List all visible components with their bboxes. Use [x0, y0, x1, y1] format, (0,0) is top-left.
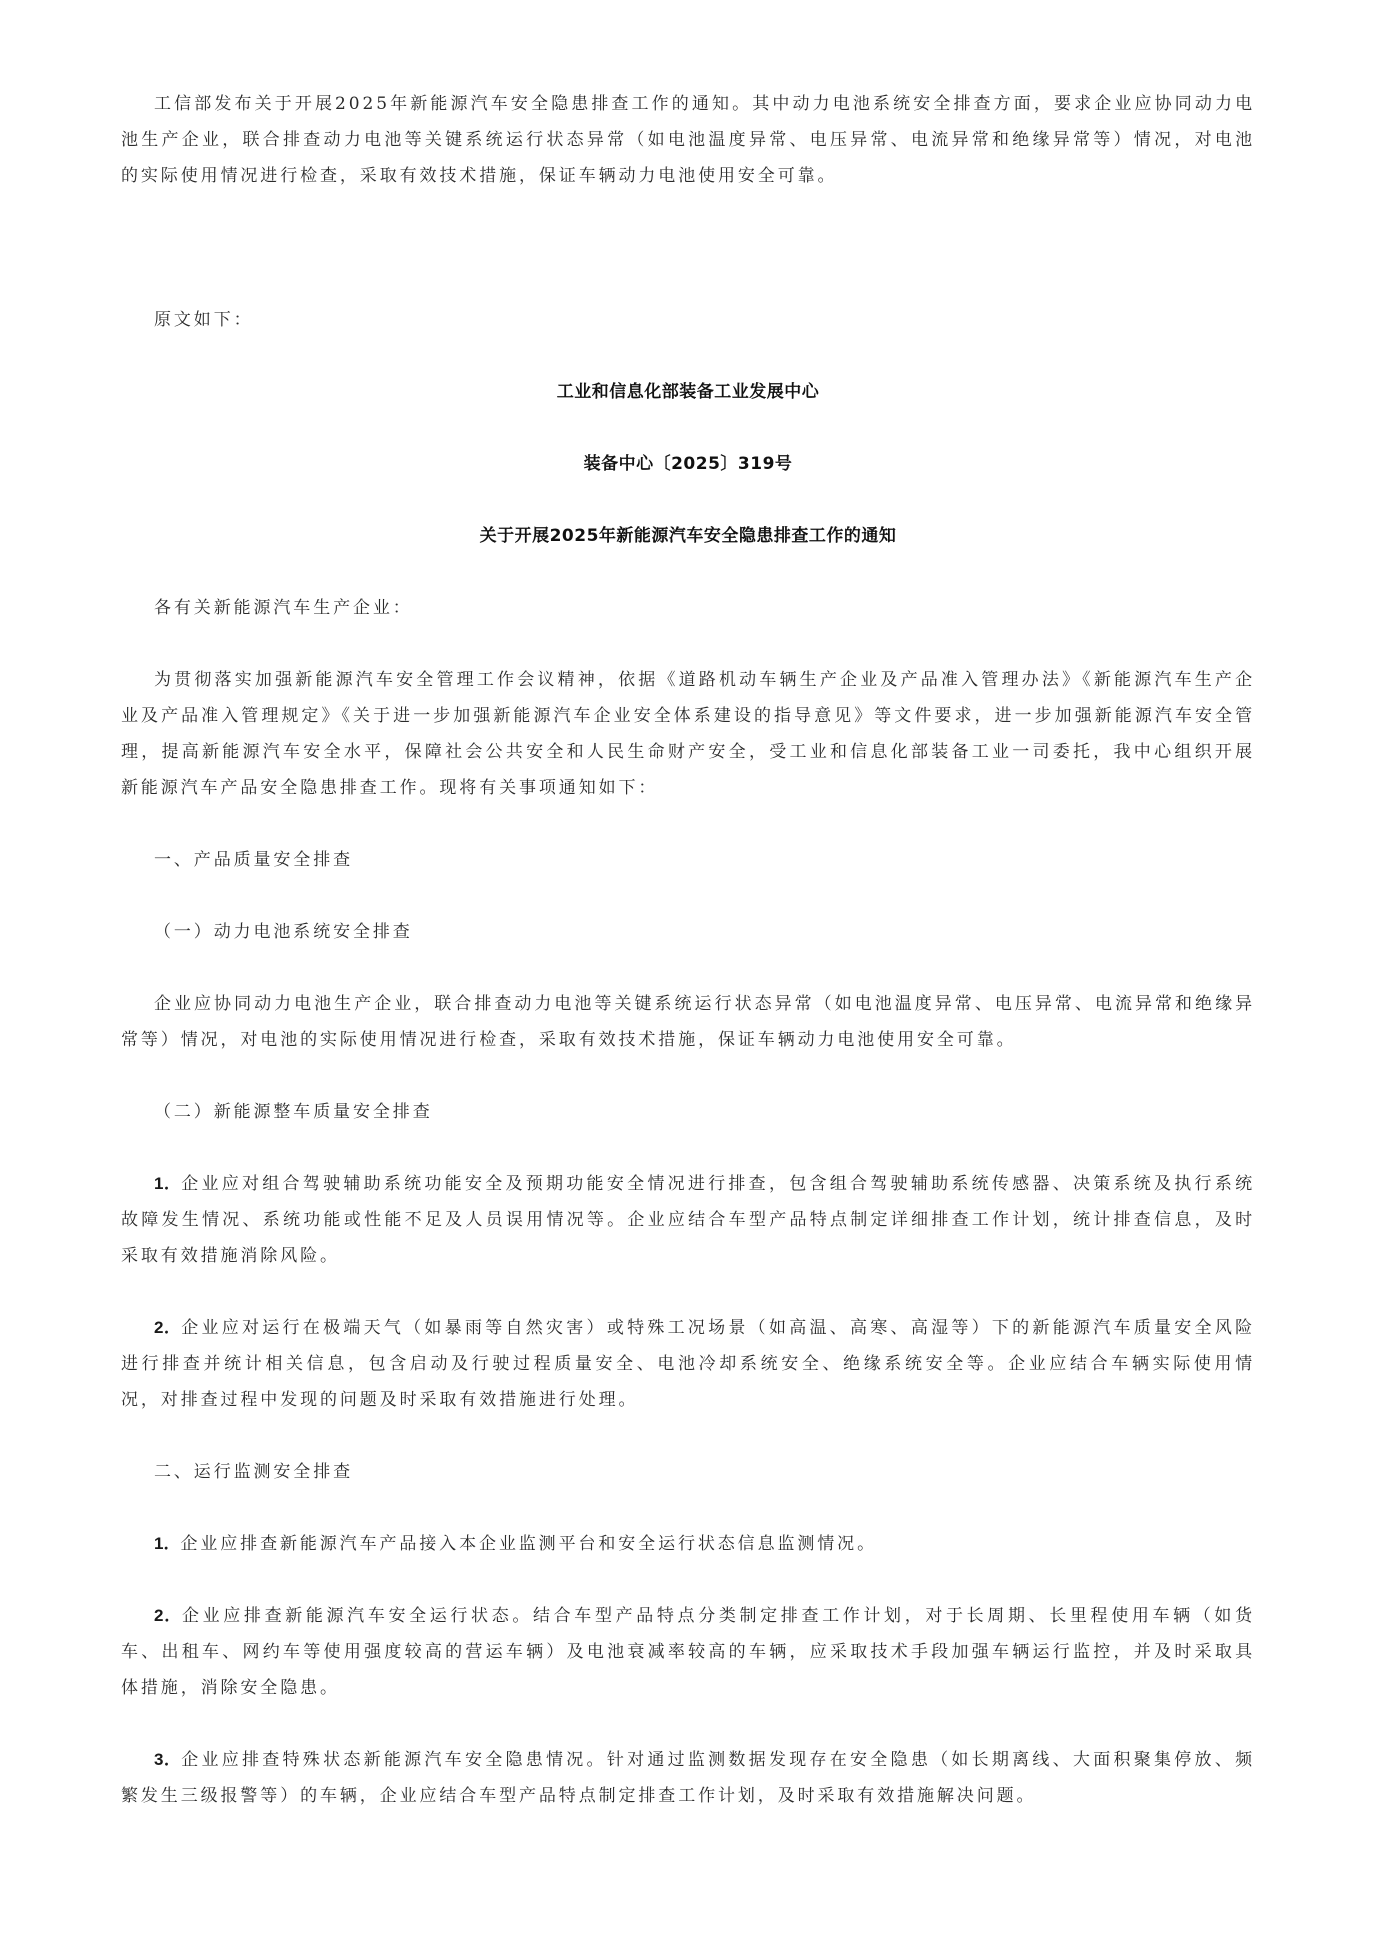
intro-paragraph: 工信部发布关于开展2025年新能源汽车安全隐患排查工作的通知。其中动力电池系统安全排查方面，要求企业应协同动力电池生产企业，联合排查动力电池等关键系统运行状态异常（如电池温度异常、电压异常、电流异常和绝缘异常等）情况，对电池的实际使用情况进行检查，采取有效技术措施，保证车辆动力电池使用安全可靠。: [121, 94, 1255, 186]
issuer-heading: 工业和信息化部装备工业发展中心: [556, 382, 820, 402]
spacer: [121, 1562, 1255, 1598]
item-number: 2．: [154, 1606, 182, 1625]
document-page: [121, 86, 1255, 1814]
spacer: [121, 194, 1255, 302]
section-1-heading: 一、产品质量安全排查: [154, 850, 353, 870]
item-text: 企业应对组合驾驶辅助系统功能安全及预期功能安全情况进行排查，包含组合驾驶辅助系统传感器、决策系统及执行系统故障发生情况、系统功能或性能不足及人员误用情况等。企业应结合车型产品特点制定详细排查工作计划，统计排查信息，及时采取有效措施消除风险。: [121, 1174, 1255, 1266]
spacer: [121, 950, 1255, 986]
item-text: 企业应对运行在极端天气（如暴雨等自然灾害）或特殊工况场景（如高温、高寒、高湿等）下的新能源汽车质量安全风险进行排查并统计相关信息，包含启动及行驶过程质量安全、电池冷却系统安全、绝缘系统安全等。企业应结合车辆实际使用情况，对排查过程中发现的问题及时采取有效措施进行处理。: [121, 1318, 1255, 1410]
spacer: [121, 1130, 1255, 1166]
item-text: 企业应排查特殊状态新能源汽车安全隐患情况。针对通过监测数据发现存在安全隐患（如长期离线、大面积聚集停放、频繁发生三级报警等）的车辆，企业应结合车型产品特点制定排查工作计划，及时采取有效措施解决问题。: [121, 1750, 1255, 1806]
item-number: 2．: [154, 1318, 182, 1337]
spacer: [121, 1058, 1255, 1094]
spacer: [121, 1274, 1255, 1310]
subsection-1-2-item: [121, 1166, 1255, 1274]
subsection-1-2-heading: （二）新能源整车质量安全排查: [154, 1102, 433, 1122]
salutation: 各有关新能源汽车生产企业：: [154, 598, 413, 618]
item-text: 企业应排查新能源汽车安全运行状态。结合车型产品特点分类制定排查工作计划，对于长周期、长里程使用车辆（如货车、出租车、网约车等使用强度较高的营运车辆）及电池衰减率较高的车辆，应采取技术手段加强车辆运行监控，并及时采取具体措施，消除安全隐患。: [121, 1606, 1255, 1698]
spacer: [121, 626, 1255, 662]
original-text-label: 原文如下：: [154, 310, 254, 330]
preamble-paragraph: 为贯彻落实加强新能源汽车安全管理工作会议精神，依据《道路机动车辆生产企业及产品准入管理办法》《新能源汽车生产企业及产品准入管理规定》《关于进一步加强新能源汽车企业安全体系建设的指导意见》等文件要求，进一步加强新能源汽车安全管理，提高新能源汽车安全水平，保障社会公共安全和人民生命财产安全，受工业和信息化部装备工业一司委托，我中心组织开展新能源汽车产品安全隐患排查工作。现将有关事项通知如下：: [121, 670, 1255, 798]
section-2-item: [121, 1598, 1255, 1706]
section-2-heading: 二、运行监测安全排查: [154, 1462, 353, 1482]
spacer: [121, 482, 1255, 518]
spacer: [121, 806, 1255, 842]
item-number: 3．: [154, 1750, 182, 1769]
item-text: 企业应排查新能源汽车产品接入本企业监测平台和安全运行状态信息监测情况。: [180, 1534, 877, 1554]
item-number: 1．: [154, 1534, 181, 1553]
subsection-1-1-heading: （一）动力电池系统安全排查: [154, 922, 413, 942]
subsection-1-2-item: [121, 1310, 1255, 1418]
spacer: [121, 1418, 1255, 1454]
subsection-1-1-body: 企业应协同动力电池生产企业，联合排查动力电池等关键系统运行状态异常（如电池温度异常、电压异常、电流异常和绝缘异常等）情况，对电池的实际使用情况进行检查，采取有效技术措施，保证车辆动力电池使用安全可靠。: [121, 994, 1255, 1050]
spacer: [121, 878, 1255, 914]
spacer: [121, 1490, 1255, 1526]
spacer: [121, 338, 1255, 374]
section-2-item: [121, 1742, 1255, 1814]
document-number: 装备中心〔2025〕319号: [583, 454, 793, 474]
spacer: [121, 410, 1255, 446]
section-2-item: [121, 1526, 1255, 1562]
spacer: [121, 1706, 1255, 1742]
document-title: 关于开展2025年新能源汽车安全隐患排查工作的通知: [479, 526, 897, 546]
spacer: [121, 554, 1255, 590]
item-number: 1．: [154, 1174, 182, 1193]
